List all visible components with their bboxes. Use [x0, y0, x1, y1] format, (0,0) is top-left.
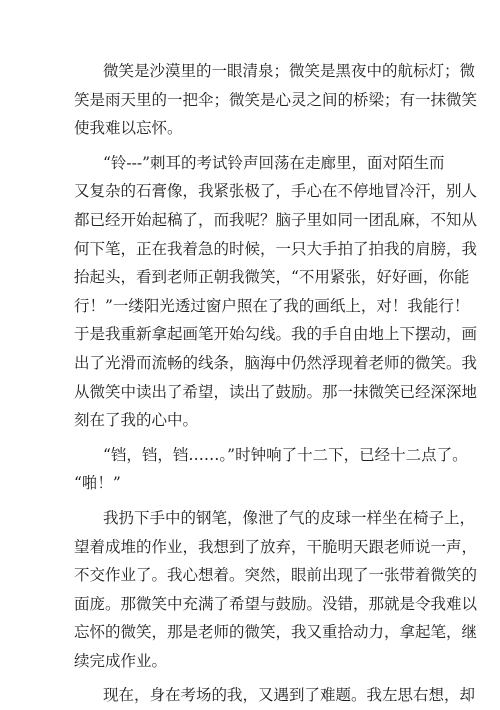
- paragraph-line: 我扔下手中的钢笔，像泄了气的皮球一样坐在椅子上，: [103, 508, 476, 527]
- paragraph-line: 忘怀的微笑，那是老师的微笑，我又重拾动力，拿起笔，继: [74, 623, 478, 642]
- paragraph-2: [74, 149, 478, 435]
- paragraph-line: 微笑是沙漠里的一眼清泉；微笑是黑夜中的航标灯；微: [103, 62, 476, 80]
- paragraph-4: [74, 504, 478, 676]
- paragraph-line: 从微笑中读出了希望，读出了鼓励。那一抹微笑已经深深地: [74, 382, 478, 401]
- paragraph-line: “铛，铛，铛……。”时钟响了十二下，已经十二点了。: [103, 445, 468, 464]
- paragraph-line: 都已经开始起稿了，而我呢？脑子里如同一团乱麻，不知从: [74, 210, 478, 229]
- paragraph-line: 刻在了我的心中。: [74, 411, 199, 430]
- paragraph-line: 续完成作业。: [74, 651, 168, 670]
- paragraph-line: 望着成堆的作业，我想到了放弃，干脆明天跟老师说一声，: [74, 537, 478, 556]
- paragraph-line: 不交作业了。我心想着。突然，眼前出现了一张带着微笑的: [74, 566, 478, 585]
- paragraph-line: 使我难以忘怀。: [74, 119, 183, 138]
- paragraph-line: 行！”一缕阳光透过窗户照在了我的画纸上，对！我能行！: [74, 296, 470, 315]
- paragraph-line: 又复杂的石膏像，我紧张极了，手心在不停地冒冷汗，别人: [74, 182, 478, 201]
- paragraph-line: 面庞。那微笑中充满了希望与鼓励。没错，那就是令我难以: [74, 594, 478, 613]
- paragraph-line: 于是我重新拿起画笔开始勾线。我的手自由地上下摆动，画: [74, 325, 478, 344]
- paragraph-line: 笑是雨天里的一把伞；微笑是心灵之间的桥梁；有一抹微笑: [74, 90, 478, 109]
- paragraph-line: “铃---”刺耳的考试铃声回荡在走廊里，面对陌生而: [103, 153, 445, 172]
- paragraph-1: [74, 57, 478, 143]
- paragraph-line: 抬起头，看到老师正朝我微笑，“不用紧张，好好画，你能: [74, 268, 470, 287]
- paragraph-line: 何下笔，正在我着急的时候，一只大手拍了拍我的肩膀，我: [74, 239, 478, 258]
- paragraph-5: [74, 681, 476, 710]
- paragraph-line: “啪！”: [74, 474, 121, 493]
- paragraph-line: 出了光滑而流畅的线条，脑海中仍然浮现着老师的微笑。我: [74, 353, 478, 372]
- essay-body: [74, 57, 478, 710]
- paragraph-line: 现在，身在考场的我，又遇到了难题。我左思右想，却: [103, 686, 476, 705]
- paragraph-3: [74, 441, 468, 498]
